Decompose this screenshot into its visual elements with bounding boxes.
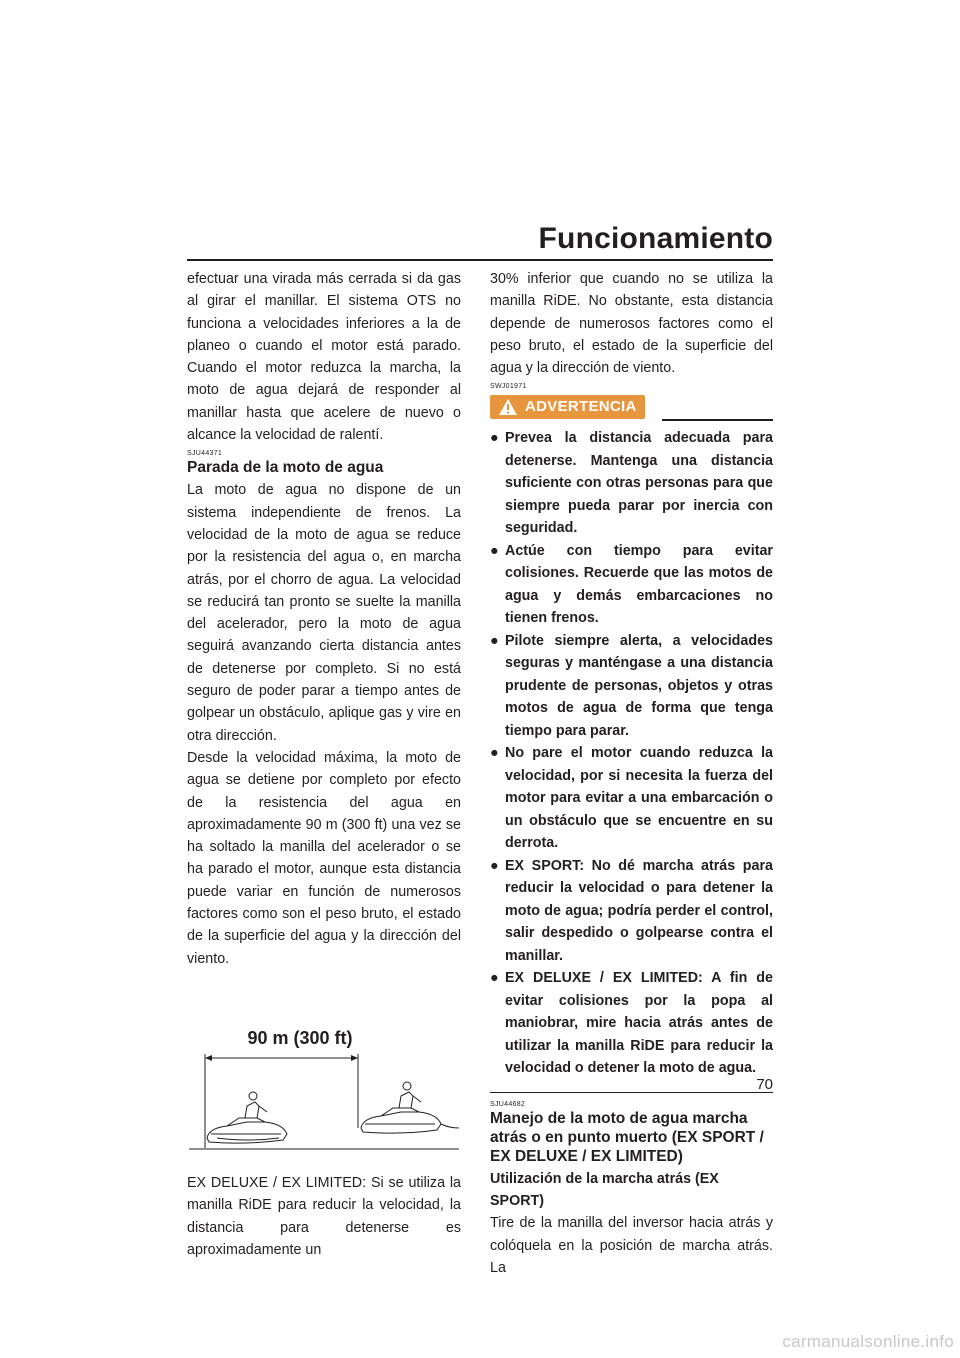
ride-paragraph: EX DELUXE / EX LIMITED: Si se utiliza la manilla RiDE para reducir la velocidad, la distancia para detenerse es aproximadamente un [187,1174,461,1258]
distance-label: 90 m (300 ft) [247,1027,353,1048]
warning-end-rule [490,1092,773,1094]
header-divider [187,259,773,261]
section-code-2: SJU44682 [490,1101,526,1109]
bullet-icon: ● [490,970,499,987]
section-code: SJU44371 [187,450,223,458]
left-column [187,268,461,1261]
watercraft-start-icon [207,1092,287,1143]
bullet-icon: ● [490,745,499,762]
warning-label: ADVERTENCIA [525,398,637,416]
warning-code: SWJ01971 [490,383,527,391]
bullet-icon: ● [490,857,499,874]
stopping-distance-diagram [187,1018,461,1158]
watermark: carmanualsonline.info [782,1332,954,1351]
bullet-icon: ● [490,632,499,649]
page-title: Funcionamiento [538,222,773,255]
warning-header [490,393,773,421]
arrow-right-head [351,1055,358,1061]
watercraft-stop-icon [361,1082,459,1133]
warning-item: ● Actúe con tiempo para evitar colisiones. Recuerde que las motos de agua y demás embarcaciones no tienen frenos. [490,540,773,630]
warning-item: ● EX SPORT: No dé marcha atrás para reducir la velocidad o para detener la moto de agua; podría perder el control, salir despedido o golpearse contra el manillar. [490,855,773,968]
warning-triangle-icon [498,398,518,416]
warning-badge [490,395,645,419]
page-number: 70 [756,1076,773,1093]
intro-paragraph: efectuar una virada más cerrada si da gas al girar el manillar. El sistema OTS no funciona a velocidades inferiores a la de planeo o cuando el motor está parado. Cuando el motor reduzca la marcha, la moto de agua dejará de responder al manillar hasta que acelere de nuevo o alcance la velocidad de ralentí. [187,271,461,444]
warning-item: ● No pare el motor cuando reduzca la velocidad, por si necesita la fuerza del motor para evitar a una embarcación o un obstáculo que se encuentre en su derrota. [490,742,773,855]
right-column [490,268,773,1279]
bullet-icon: ● [490,430,499,447]
warning-item: ● Prevea la distancia adecuada para detenerse. Mantenga una distancia suficiente con otras personas para que siempre pueda parar por inercia con seguridad. [490,427,773,540]
stopping-paragraph-1: La moto de agua no dispone de un sistema independiente de frenos. La velocidad de la moto de agua se reduce por la resistencia del agua o, en marcha atrás, por el chorro de agua. La velocidad se reducirá tan pronto se suelte la manilla del acelerador, pero la moto de agua seguirá avanzando cierta distancia antes de detenerse por completo. Si no está seguro de poder parar a tiempo antes de golpear un obstáculo, aplique gas y vire en otra dirección. [187,482,461,744]
section-heading-reverse: Manejo de la moto de agua marcha atrás o en punto muerto (EX SPORT / EX DELUXE / EX LIMITED) [490,1110,764,1166]
ride-paragraph-cont: 30% inferior que cuando no se utiliza la manilla RiDE. No obstante, esta distancia depende de numerosos factores como el peso bruto, el estado de la superficie del agua y la dirección de viento. [490,271,773,377]
arrow-left-head [205,1055,212,1061]
reverse-paragraph: Tire de la manilla del inversor hacia atrás y colóquela en la posición de marcha atrás. La [490,1215,773,1277]
warning-list [490,427,773,1080]
warning-item: ● Pilote siempre alerta, a velocidades seguras y manténgase a una distancia prudente de personas, objetos y otras motos de agua de forma que tenga tiempo para parar. [490,630,773,743]
stopping-distance-illustration [187,1018,461,1158]
subheading-reverse-usage: Utilización de la marcha atrás (EX SPORT) [490,1171,719,1210]
bullet-icon: ● [490,542,499,559]
warning-item: ● EX DELUXE / EX LIMITED: A fin de evitar colisiones por la popa al maniobrar, mire hacia atrás antes de utilizar la manilla RiDE para reducir la velocidad o detener la moto de agua. [490,967,773,1080]
stopping-paragraph-2: Desde la velocidad máxima, la moto de agua se detiene por completo por efecto de la resistencia del agua en aproximadamente 90 m (300 ft) una vez se ha soltado la manilla del acelerador o se ha parado el motor, aunque esta distancia puede variar en función de numerosos factores como son el peso bruto, el estado de la superficie del agua y la dirección del viento. [187,749,461,967]
warning-header-rule [662,419,773,421]
section-heading-stopping: Parada de la moto de agua [187,459,384,477]
